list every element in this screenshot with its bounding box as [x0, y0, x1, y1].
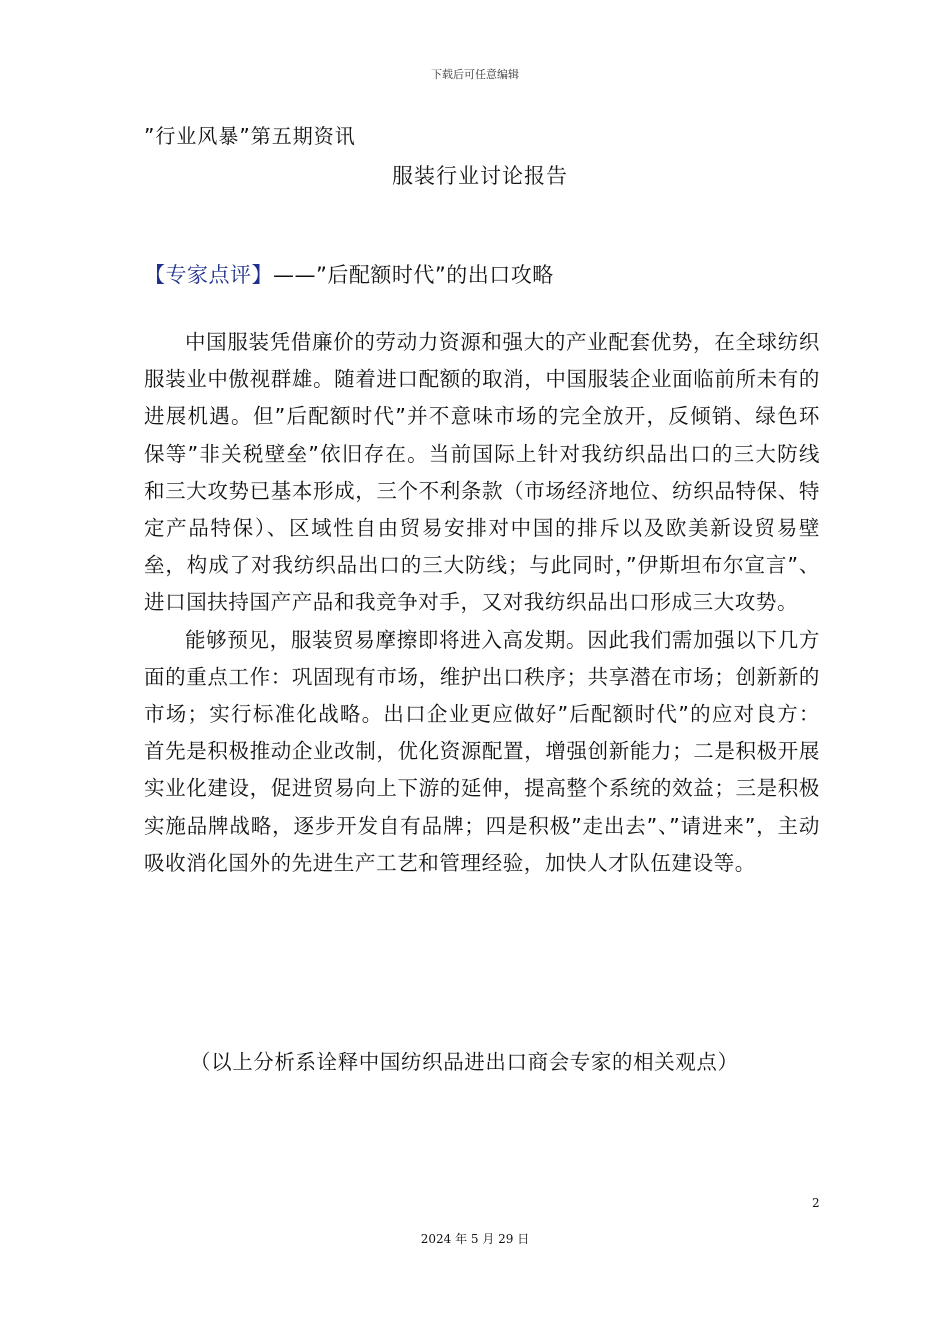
header-note: 下载后可任意编辑 [431, 68, 519, 81]
page-number: 2 [812, 1196, 820, 1210]
paragraph-1: 中国服装凭借廉价的劳动力资源和强大的产业配套优势，在全球纺织服装业中傲视群雄。随着进口配额的取消，中国服装企业面临前所未有的进展机遇。但”后配额时代”并不意味市场的完全放开，反倾销、绿色环保等”非关税壁垒”依旧存在。当前国际上针对我纺织品出口的三大防线和三大攻势已基本形成，三个不利条款（市场经济地位、纺织品特保、特定产品特保）、区域性自由贸易安排对中国的排斥以及欧美新设贸易壁垒，构成了对我纺织品出口的三大防线；与此同时，”伊斯坦布尔宣言”、进口国扶持国产产品和我竞争对手，又对我纺织品出口形成三大攻势。 [144, 330, 820, 615]
section-heading [144, 259, 554, 289]
section-heading-text: ——”后配额时代”的出口攻略 [273, 263, 554, 287]
section-tag: 【专家点评】 [144, 263, 273, 287]
article-body [144, 324, 820, 882]
report-title: 服装行业讨论报告 [392, 164, 568, 188]
paragraph-2: 能够预见，服装贸易摩擦即将进入高发期。因此我们需加强以下几方面的重点工作：巩固现有市场，维护出口秩序；共享潜在市场；创新新的市场；实行标准化战略。出口企业更应做好”后配额时代”的应对良方：首先是积极推动企业改制，优化资源配置，增强创新能力；二是积极开展实业化建设，促进贸易向上下游的延伸，提高整个系统的效益；三是积极实施品牌战略，逐步开发自有品牌；四是积极”走出去”、”请进来”，主动吸收消化国外的先进生产工艺和管理经验，加快人才队伍建设等。 [144, 627, 820, 875]
issue-line: ”行业风暴”第五期资讯 [144, 124, 356, 148]
footer-date: 2024 年 5 月 29 日 [420, 1232, 530, 1246]
source-note: （以上分析系诠释中国纺织品进出口商会专家的相关观点） [190, 1050, 739, 1074]
